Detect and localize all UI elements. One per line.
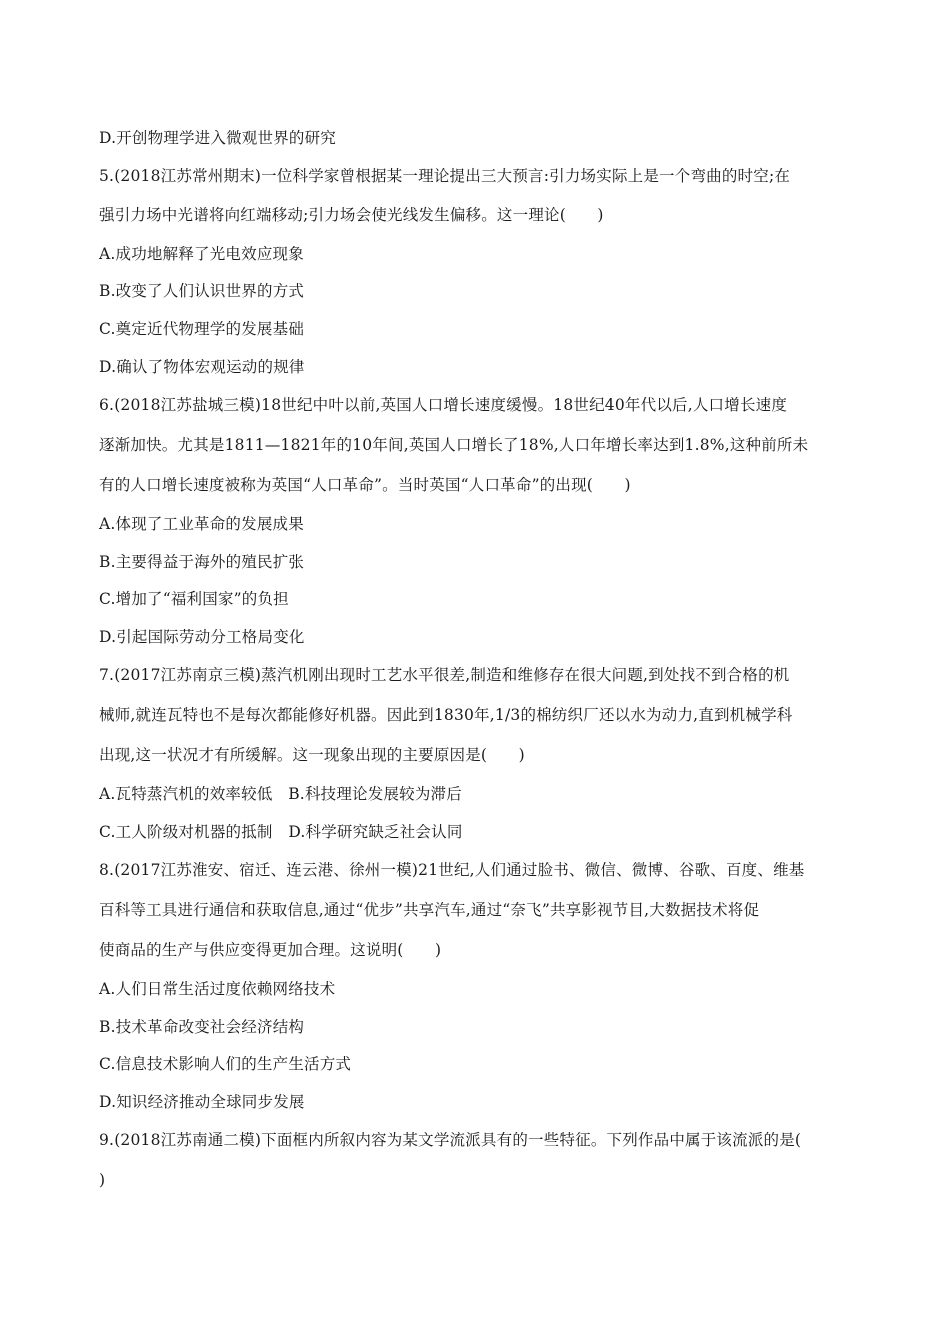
q8-option-c: C.信息技术影响人们的生产生活方式 <box>99 1055 352 1073</box>
q5-stem-line-1: 5.(2018江苏常州期末)一位科学家曾根据某一理论提出三大预言:引力场实际上是一个弯曲的时空;在 <box>99 167 791 185</box>
q7-options-cd: C.工人阶级对机器的抵制 D.科学研究缺乏社会认同 <box>99 823 463 841</box>
q7-stem-line-2: 械师,就连瓦特也不是每次都能修好机器。因此到1830年,1/3的棉纺织厂还以水为动力,直到机械学科 <box>99 706 793 724</box>
q6-option-a: A.体现了工业革命的发展成果 <box>99 515 304 533</box>
q7-stem-line-1: 7.(2017江苏南京三模)蒸汽机刚出现时工艺水平很差,制造和维修存在很大问题,到处找不到合格的机 <box>99 666 790 684</box>
q4-option-d: D.开创物理学进入微观世界的研究 <box>99 129 337 147</box>
q6-stem-line-1: 6.(2018江苏盐城三模)18世纪中叶以前,英国人口增长速度缓慢。18世纪40年代以后,人口增长速度 <box>99 396 788 414</box>
q8-option-a: A.人们日常生活过度依赖网络技术 <box>99 980 336 998</box>
q6-stem-line-2: 逐渐加快。尤其是1811—1821年的10年间,英国人口增长了18%,人口年增长率达到1.8%,这种前所未 <box>99 436 809 454</box>
q6-option-d: D.引起国际劳动分工格局变化 <box>99 628 305 646</box>
q6-option-c: C.增加了“福利国家”的负担 <box>99 590 289 608</box>
q9-stem-line-1: 9.(2018江苏南通二模)下面框内所叙内容为某文学流派具有的一些特征。下列作品中属于该流派的是( <box>99 1131 802 1149</box>
q7-options-ab: A.瓦特蒸汽机的效率较低 B.科技理论发展较为滞后 <box>99 785 462 803</box>
q5-option-a: A.成功地解释了光电效应现象 <box>99 245 304 263</box>
q5-option-d: D.确认了物体宏观运动的规律 <box>99 358 305 376</box>
q5-option-c: C.奠定近代物理学的发展基础 <box>99 320 305 338</box>
q8-stem-line-3: 使商品的生产与供应变得更加合理。这说明( ) <box>99 941 442 959</box>
q9-stem-line-2: ) <box>99 1171 106 1189</box>
q6-stem-line-3: 有的人口增长速度被称为英国“人口革命”。当时英国“人口革命”的出现( ) <box>99 476 631 494</box>
q8-stem-line-1: 8.(2017江苏淮安、宿迁、连云港、徐州一模)21世纪,人们通过脸书、微信、微博、谷歌、百度、维基 <box>99 861 805 879</box>
q5-stem-line-2: 强引力场中光谱将向红端移动;引力场会使光线发生偏移。这一理论( ) <box>99 206 604 224</box>
q8-option-d: D.知识经济推动全球同步发展 <box>99 1093 305 1111</box>
q6-option-b: B.主要得益于海外的殖民扩张 <box>99 553 305 571</box>
q7-stem-line-3: 出现,这一状况才有所缓解。这一现象出现的主要原因是( ) <box>99 746 525 764</box>
q8-stem-line-2: 百科等工具进行通信和获取信息,通过“优步”共享汽车,通过“奈飞”共享影视节目,大数据技术将促 <box>99 901 760 919</box>
q8-option-b: B.技术革命改变社会经济结构 <box>99 1018 305 1036</box>
q5-option-b: B.改变了人们认识世界的方式 <box>99 282 305 300</box>
